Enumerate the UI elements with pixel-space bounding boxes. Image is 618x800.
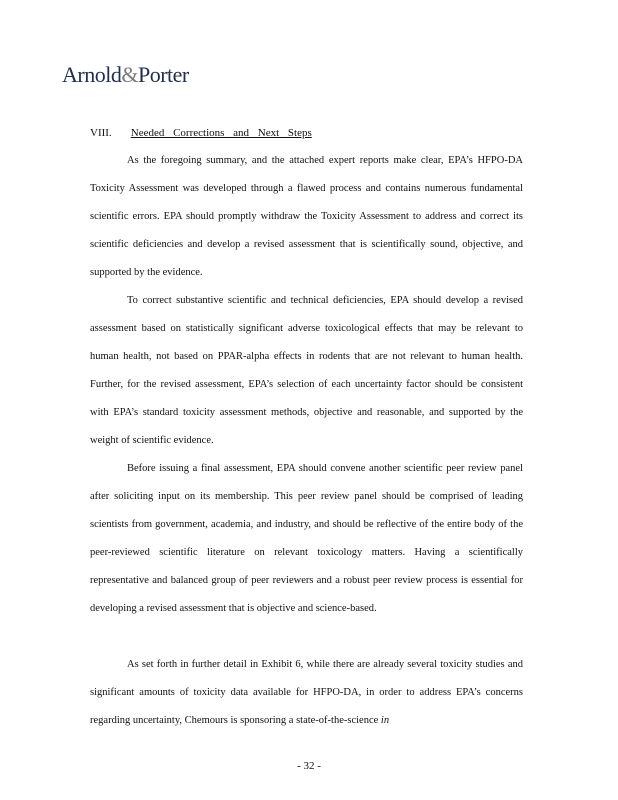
page-number: - 32 - [297,760,321,772]
logo-text-arnold: Arnold [62,62,122,87]
logo-text-porter: Porter [137,62,189,87]
paragraph-1: As the foregoing summary, and the attached expert reports make clear, EPA’s HFPO-DA Toxicity Assessment was developed through a flawed process and contains numerous fundamental scientific errors. EPA should promptly withdraw the Toxicity Assessment to address and correct its scientific deficiencies and develop a revised assessment that is scientifically sound, objective, and supported by the evidence. [90,155,523,278]
paragraph-4 [90,651,523,735]
arnold-porter-logo [62,62,189,88]
logo-ampersand: & [121,62,138,87]
section-number: VIII. [90,127,112,139]
paragraph-3: Before issuing a final assessment, EPA should convene another scientific peer review panel after soliciting input on its membership. This peer review panel should be comprised of leading scientists from government, academia, and industry, and should be reflective of the entire body of the peer-reviewed scientific literature on relevant toxicology matters. Having a scientifically representative and balanced group of peer reviewers and a robust peer review process is essential for developing a revised assessment that is objective and science-based. [90,463,523,614]
paragraph-2: To correct substantive scientific and technical deficiencies, EPA should develop a revised assessment based on statistically significant adverse toxicological effects that may be relevant to human health, not based on PPAR-alpha effects in rodents that are not relevant to human health. Further, for the revised assessment, EPA’s selection of each uncertainty factor should be consistent with EPA’s standard toxicity assessment methods, objective and reasonable, and supported by the weight of scientific evidence. [90,295,523,446]
paragraph-4-italic-tail: in [380,715,390,726]
paragraph-4-text: As set forth in further detail in Exhibit 6, while there are already several toxicity studies and significant amounts of toxicity data available for HFPO-DA, in order to address EPA’s concerns regarding uncertainty, Chemours is sponsoring a state-of-the-science [90,659,523,726]
section-title: Needed Corrections and Next Steps [130,127,312,139]
section-heading [90,127,312,139]
